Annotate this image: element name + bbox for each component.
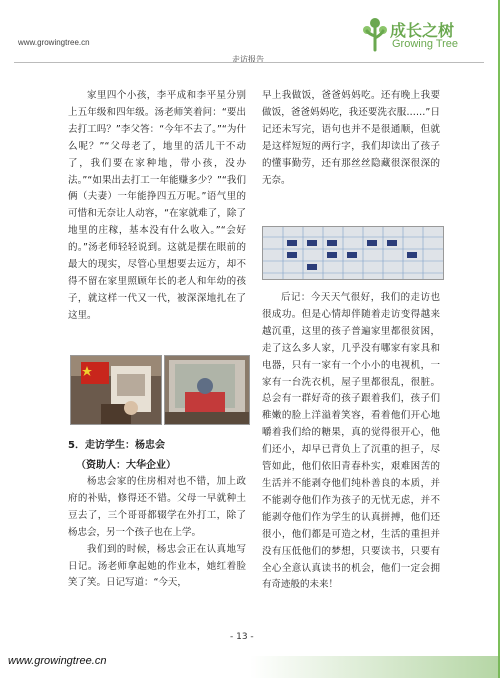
logo-chinese: 成长之树: [390, 21, 455, 40]
section-heading-student: 5．走访学生：杨忠会: [68, 440, 165, 451]
left-column-top: [68, 88, 246, 348]
left-column-bottom: [68, 474, 246, 592]
paragraph-student-home: 杨忠会家的住房相对也不错，加上政府的补贴，修得还不错。父母一早就种土豆去了，三个哥哥都辍学在外打工，除了杨忠会，另一个孩子也在上学。: [68, 476, 246, 538]
photo-interior: [164, 355, 250, 425]
header-divider: [14, 62, 484, 63]
footer-band: [250, 656, 500, 678]
paragraph-diary-cont: 早上我做饭，爸爸妈妈吃。还有晚上我要做饭，爸爸妈妈吃，我还要洗衣服……”日记还未写完，语句也并不是很通顺，但就是这样短短的两行字，我们却读出了孩子的懂事勤劳，还有那丝丝隐藏很深很深的无奈。: [262, 90, 440, 186]
paragraph-afterword: 后记：今天天气很好，我们的走访也很成功。但是心情却伴随着走访变得越来越沉重，这里的孩子普遍家里都很贫困，走了这么多人家，几乎没有哪家有家具和电器，只有一家有一个小小的电视机，一家有一台洗衣机，屋子里都很乱，很脏。总会有一群好奇的孩子跟着我们，孩子们稚嫩的脸上洋溢着笑容，看着他们开心地嚼着我们给的糖果，真的觉得很开心，他们还小，却早已背负上了沉重的担子，尽管如此，他们依旧青春朴实，艰难困苦的生活并不能剥夺他们纯朴善良的本质，并不能剥夺他们作为孩子的无忧无虑，并不能剥夺他们作为学生的认真拼搏，他们还很小，他们都是可造之材，生活的重担并没有压低他们的梦想，只要读书，只要有全心全意认真读书的机会，他们一定会拥有奇迹般的未来！: [262, 292, 440, 591]
interior-photo-image: [165, 356, 249, 424]
page-number: - 13 -: [230, 632, 254, 642]
right-column-top: [262, 88, 440, 189]
paragraph-family: 家里四个小孩，李平成和李平星分别上五年级和四年级。汤老师笑着问：“要出去打工吗？”李父答：“今年不去了。”“为什么呢？”“父母老了，地里的活儿干不动了，我们要在家种地，带小孩，没办法。”“如果出去打工一年能赚多少？”“我们俩（夫妻）一年能挣四五万呢。”语气里的可惜和无奈让人动容，“在家就难了，除了地里的庄稼，基本没有什么收入。”“会好的。”汤老师轻轻说到。这就是摆在眼前的最大的现实，尽管心里想要去远方，却不得不留在家里照顾年长的老人和年幼的孩子，就这样一代又一代，被深深地扎在了这里。: [68, 90, 246, 321]
sponsor-line: （资助人：大华企业）: [76, 460, 176, 471]
home-photo-image: [71, 356, 161, 424]
growing-tree-logo: [362, 16, 482, 60]
section-title: 走访报告: [232, 55, 264, 64]
photo-family-home: [70, 355, 162, 425]
header-url: www.growingtree.cn: [18, 38, 90, 47]
tree-icon: [362, 16, 388, 52]
diary-photo-image: [263, 227, 443, 279]
paragraph-diary: 我们到的时候，杨忠会正在认真地写日记。汤老师拿起她的作业本，她红着脸笑了笑。日记写道：“今天，: [68, 543, 246, 589]
logo-english: Growing Tree: [392, 38, 459, 50]
photo-diary-notebook: [262, 226, 444, 280]
right-column-bottom: [262, 290, 440, 594]
footer-url: www.growingtree.cn: [8, 655, 107, 667]
